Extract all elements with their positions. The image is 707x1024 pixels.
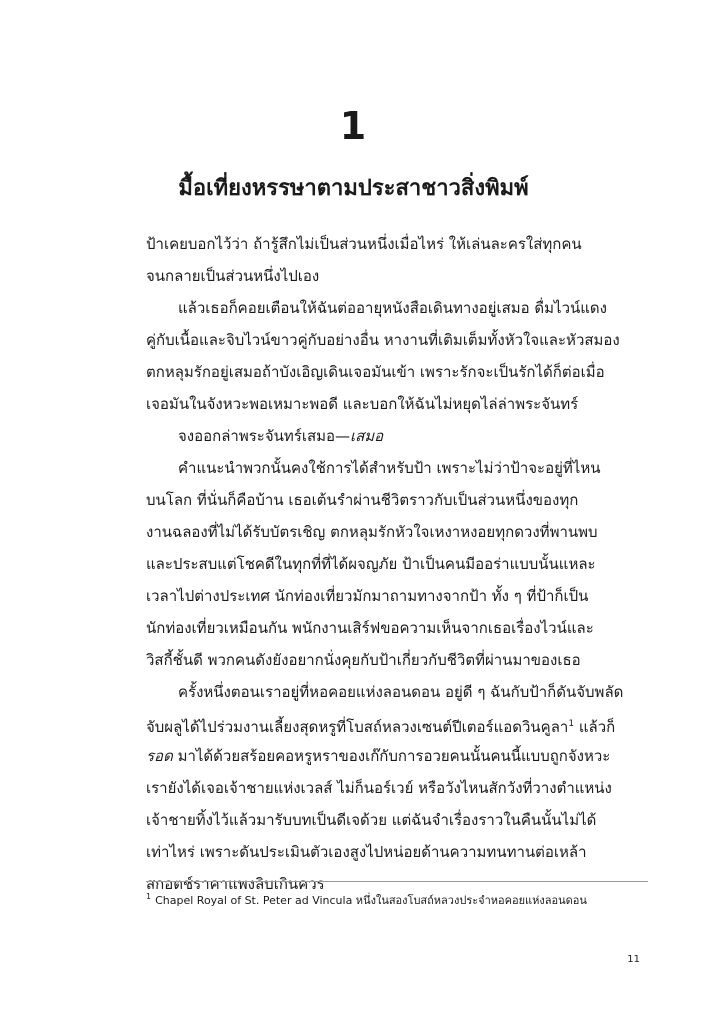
paragraph-2-line-3: ตกหลุมรักอยู่เสมอถ้าบังเอิญเดินเจอมันเข้า เพราะรักจะเป็นรักได้ก็ต่อเมื่อ	[146, 363, 605, 381]
paragraph-4-line-2: บนโลก ที่นั่นก็คือบ้าน เธอเต้นรำผ่านชีวิตราวกับเป็นส่วนหนึ่งของทุก	[146, 491, 579, 509]
paragraph-3-text: จงออกล่าพระจันทร์เสมอ—	[178, 427, 350, 445]
paragraph-5-line-5: เจ้าชายทิ้งไว้แล้วมารับบทเป็นดีเจด้วย แต่ฉันจำเรื่องราวในคืนนั้นไม่ได้	[146, 811, 597, 829]
paragraph-5-line-1: ครั้งหนึ่งตอนเราอยู่ที่หอคอยแห่งลอนดอน อยู่ดี ๆ ฉันกับป้าก็ดันจับพลัด	[178, 683, 624, 701]
paragraph-5-emphasis: รอด	[146, 747, 173, 765]
paragraph-4-line-1: คำแนะนำพวกนั้นคงใช้การได้สำหรับป้า เพราะไม่ว่าป้าจะอยู่ที่ไหน	[178, 459, 601, 477]
paragraph-5-line-6: เท่าไหร่ เพราะดันประเมินตัวเองสูงไปหน่อยด้านความทนทานต่อเหล้า	[146, 843, 587, 861]
chapter-body	[146, 228, 648, 900]
paragraph-2-line-4: เจอมันในจังหวะพอเหมาะพอดี และบอกให้ฉันไม่หยุดไล่ล่าพระจันทร์	[146, 395, 579, 413]
footnote-marker: 1	[146, 892, 152, 901]
paragraph-3-emphasis: เสมอ	[350, 427, 384, 445]
paragraph-5-text-rest: มาได้ด้วยสร้อยคอหรูหราของเก๊กับการอวยคนนั้นคนนี้แบบถูกจังหวะ	[172, 747, 611, 765]
footnote-reference: 1	[568, 719, 575, 729]
chapter-number: 1	[339, 104, 368, 148]
footnote-divider	[146, 881, 648, 882]
page-number: 11	[627, 954, 640, 965]
chapter-title: มื้อเที่ยงหรรษาตามประสาชาวสิ่งพิมพ์	[178, 176, 529, 201]
paragraph-1-line-2: จนกลายเป็นส่วนหนึ่งไปเอง	[146, 267, 320, 285]
paragraph-2-line-1: แล้วเธอก็คอยเตือนให้ฉันต่ออายุหนังสือเดินทางอยู่เสมอ ดื่มไวน์แดง	[178, 299, 607, 317]
paragraph-5-line-7: สกอตช์ราคาแพงลิบเกินควร	[146, 875, 325, 893]
paragraph-4-line-5: เวลาไปต่างประเทศ นักท่องเที่ยวมักมาถามทางจากป้า ทั้ง ๆ ที่ป้าก็เป็น	[146, 587, 589, 605]
footnote	[146, 888, 648, 910]
paragraph-4-line-7: วิสกี้ชั้นดี พวกคนดังยังอยากนั่งคุยกับป้าเกี่ยวกับชีวิตที่ผ่านมาของเธอ	[146, 651, 581, 669]
paragraph-5-line-2	[146, 708, 648, 740]
paragraph-5-line-3	[146, 740, 648, 772]
paragraph-4-line-6: นักท่องเที่ยวเหมือนกัน พนักงานเสิร์ฟขอความเห็นจากเธอเรื่องไวน์และ	[146, 619, 594, 637]
paragraph-5-line-4: เรายังได้เจอเจ้าชายแห่งเวลส์ ไม่ก็นอร์เวย์ หรือวังไหนสักวังที่วางตำแหน่ง	[146, 779, 612, 797]
footnote-text: Chapel Royal of St. Peter ad Vincula หนึ่งในสองโบสถ์หลวงประจำหอคอยแห่งลอนดอน	[155, 894, 587, 907]
paragraph-3-line-1	[146, 420, 648, 452]
paragraph-5-text-tail: แล้วก็	[574, 718, 616, 736]
paragraph-1-line-1: ป้าเคยบอกไว้ว่า ถ้ารู้สึกไม่เป็นส่วนหนึ่งเมื่อไหร่ ให้เล่นละครใส่ทุกคน	[146, 235, 582, 253]
paragraph-4-line-4: และประสบแต่โชคดีในทุกที่ที่ได้ผจญภัย ป้าเป็นคนมีออร่าแบบนั้นแหละ	[146, 555, 596, 573]
paragraph-2-line-2: คู่กับเนื้อและจิบไวน์ขาวคู่กับอย่างอื่น หางานที่เติมเต็มทั้งหัวใจและหัวสมอง	[146, 331, 620, 349]
paragraph-4-line-3: งานฉลองที่ไม่ได้รับบัตรเชิญ ตกหลุมรักหัวใจเหงาหงอยทุกดวงที่พานพบ	[146, 523, 598, 541]
paragraph-5-text: จับผลูได้ไปร่วมงานเลี้ยงสุดหรูที่โบสถ์หลวงเซนต์ปีเตอร์แอดวินคูลา	[146, 718, 569, 736]
